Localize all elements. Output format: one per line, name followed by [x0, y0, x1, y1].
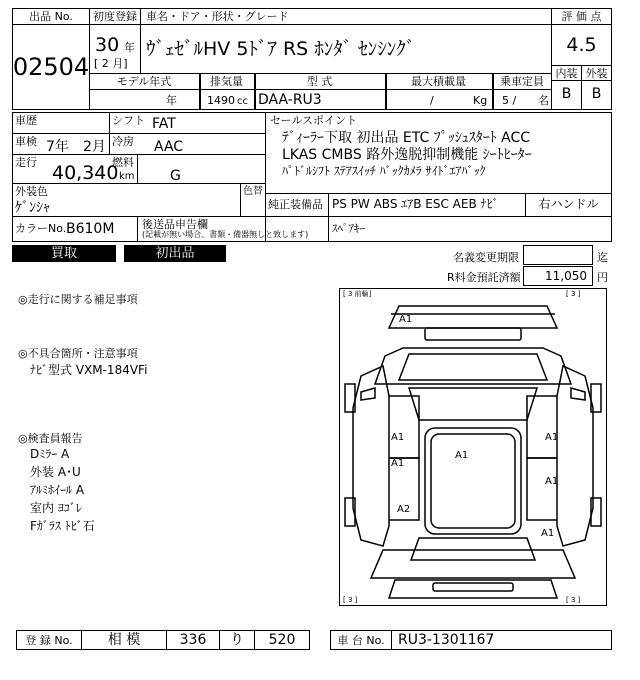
inspector-line: Fｶﾞﾗｽ ﾄﾋﾞ石: [30, 519, 95, 533]
damage-mark-right-front-door: A1: [545, 432, 559, 443]
displacement-value: 1490: [207, 94, 235, 107]
inspection-year: 7年: [46, 139, 69, 155]
reg-number: 520: [268, 632, 296, 648]
color-no-label: カラーNo.: [15, 222, 67, 235]
color-no-value: B610M: [66, 221, 115, 237]
fuel-cell: [137, 154, 266, 184]
max-load-unit: Kg: [473, 94, 488, 107]
first-reg-label: 初度登録: [93, 10, 137, 23]
right-rear-door: [527, 458, 557, 520]
car-name-label: 車名・ドア・形状・グレード: [146, 10, 289, 23]
displacement-label: 排気量: [210, 75, 243, 88]
inspector-line: 外装 A･U: [30, 465, 81, 479]
left-side-body: [353, 366, 389, 546]
windshield: [409, 388, 537, 420]
drive-notes-title: ◎走行に関する補足事項: [18, 293, 138, 306]
reg-area: 相 模: [107, 632, 141, 648]
damage-mark-right-quarter: A1: [541, 528, 555, 539]
defect-notes-title: ◎不具合箇所・注意事項: [18, 347, 138, 360]
name-change-label: 名義変更期限: [453, 251, 519, 264]
chassis-number: RU3-1301167: [398, 632, 495, 648]
recycle-unit: 円: [597, 271, 608, 284]
sales-point-line: ﾊﾟﾄﾞﾙｼﾌﾄ ｽﾃｱｽｲｯﾁ ﾊﾞｯｸｶﾒﾗ ｻｲﾄﾞｴｱﾊﾞｯｸ: [282, 164, 486, 178]
mileage-label: 走行: [15, 156, 37, 169]
reg-class: 336: [179, 632, 207, 648]
damage-mark-left-quarter: A2: [397, 504, 411, 515]
tailgate: [371, 550, 575, 578]
capacity-value: 5 /: [502, 94, 517, 107]
right-side-body: [557, 366, 593, 546]
buy-tab: 買取: [12, 245, 116, 262]
chassis-label: 車 台 No.: [337, 634, 385, 647]
interior-grade: B: [561, 86, 572, 102]
history-label: 車歴: [15, 114, 37, 127]
reg-label: 登 録 No.: [25, 634, 73, 647]
first-reg-month: [ 2 月]: [94, 57, 128, 70]
hood-inner-line: [399, 354, 547, 380]
name-change-box: [523, 245, 593, 265]
handle-value: 右ハンドル: [538, 197, 599, 211]
tire-tread-rear-left: [ 3 ]: [343, 596, 358, 604]
ext-color-value: ｹﾞﾝｼｬ: [15, 200, 50, 216]
lot-label: 出品 No.: [29, 10, 73, 23]
rear-window: [411, 538, 535, 560]
left-mirror: [361, 388, 375, 400]
right-mirror: [571, 388, 585, 400]
first-listing-tab: 初出品: [124, 245, 226, 262]
tire-tread-rear-right: [ 3 ]: [566, 596, 581, 604]
mileage-unit: km: [119, 171, 135, 182]
model-year-label: モデル年式: [116, 75, 172, 88]
ac-label: 冷房: [112, 135, 134, 148]
mileage-value: 40,340: [52, 162, 119, 184]
damage-mark-front-bumper: A1: [399, 314, 413, 325]
inspector-line: 室内 ﾖｺﾞﾚ: [30, 501, 82, 515]
recycle-value: 11,050: [545, 269, 587, 283]
shift-value: FAT: [152, 116, 176, 132]
post-report-value-cell: [328, 216, 612, 242]
ext-color-label: 外装色: [15, 185, 48, 198]
damage-mark-left-rear-door: A1: [391, 458, 405, 469]
front-bumper-outline: [389, 306, 557, 328]
capacity-unit: 名: [538, 94, 549, 107]
damage-mark-left-front-door: A1: [391, 432, 405, 443]
max-load-value: /: [430, 94, 434, 107]
inspection-month: 2月: [83, 139, 106, 155]
car-diagram: [339, 288, 607, 606]
interior-label: 内装: [555, 67, 578, 80]
post-report-value: ｽﾍﾟｱｷｰ: [332, 222, 365, 235]
shift-label: シフト: [112, 114, 145, 127]
lot-number: 02504: [12, 53, 90, 81]
recycle-label: R料金預託済額: [447, 271, 521, 284]
equipment-value: PS PW ABS ｴｱB ESC AEB ﾅﾋﾞ: [332, 197, 499, 211]
equipment-label: 純正装備品: [268, 198, 323, 211]
type-label: 型 式: [306, 75, 333, 88]
name-change-unit: 迄: [597, 251, 608, 264]
reg-kana: り: [230, 632, 244, 648]
max-load-label: 最大積載量: [411, 75, 466, 88]
fuel-value: G: [170, 168, 181, 184]
exterior-label: 外装: [585, 67, 608, 80]
front-grille: [425, 328, 521, 340]
inspector-line: Dﾐﾗｰ A: [30, 447, 70, 461]
car-name: ｳﾞｪｾﾞﾙHV 5ﾄﾞｱ RS ﾎﾝﾀﾞ ｾﾝｼﾝｸﾞ: [146, 38, 416, 60]
sales-point-line: ﾃﾞｨｰﾗｰ下取 初出品 ETC ﾌﾟｯｼｭｽﾀｰﾄ ACC: [282, 130, 531, 146]
damage-mark-right-rear-door: A1: [545, 476, 559, 487]
capacity-label: 乗車定員: [500, 75, 544, 88]
rating-score: 4.5: [566, 34, 597, 56]
post-report-note: (記載が無い場合、書類・備器無しと致します): [142, 230, 309, 239]
ac-value: AAC: [154, 139, 184, 155]
rear-plate: [433, 583, 513, 591]
sales-points-label: セールスポイント: [270, 114, 358, 127]
damage-mark-roof: A1: [455, 450, 469, 461]
inspector-report-title: ◎検査員報告: [18, 432, 83, 445]
color-change-label: 色替: [243, 186, 263, 197]
post-report-label: 後送品申告欄: [142, 218, 208, 231]
first-reg-year: 30: [95, 34, 120, 56]
type-code: DAA-RU3: [258, 92, 322, 108]
roof-inner: [431, 434, 515, 528]
fuel-label: 燃料: [112, 156, 134, 169]
tire-tread-front-left: [ 3 前輪]: [343, 290, 372, 298]
inspector-line: ｱﾙﾐﾎｲｰﾙ A: [30, 483, 85, 497]
roof: [425, 428, 521, 534]
model-year-value: 年: [166, 94, 177, 107]
sales-point-line: LKAS CMBS 路外逸脱抑制機能 ｼｰﾄﾋｰﾀｰ: [282, 147, 532, 163]
displacement-unit: cc: [237, 96, 248, 107]
tire-tread-front-right: [ 3 ]: [566, 290, 581, 298]
inspection-label: 車検: [15, 135, 37, 148]
rating-label: 評 価 点: [561, 10, 602, 23]
exterior-grade: B: [591, 86, 602, 102]
defect-line: ﾅﾋﾞ型式 VXM-184VFi: [30, 363, 148, 377]
year-unit: 年: [124, 41, 135, 54]
